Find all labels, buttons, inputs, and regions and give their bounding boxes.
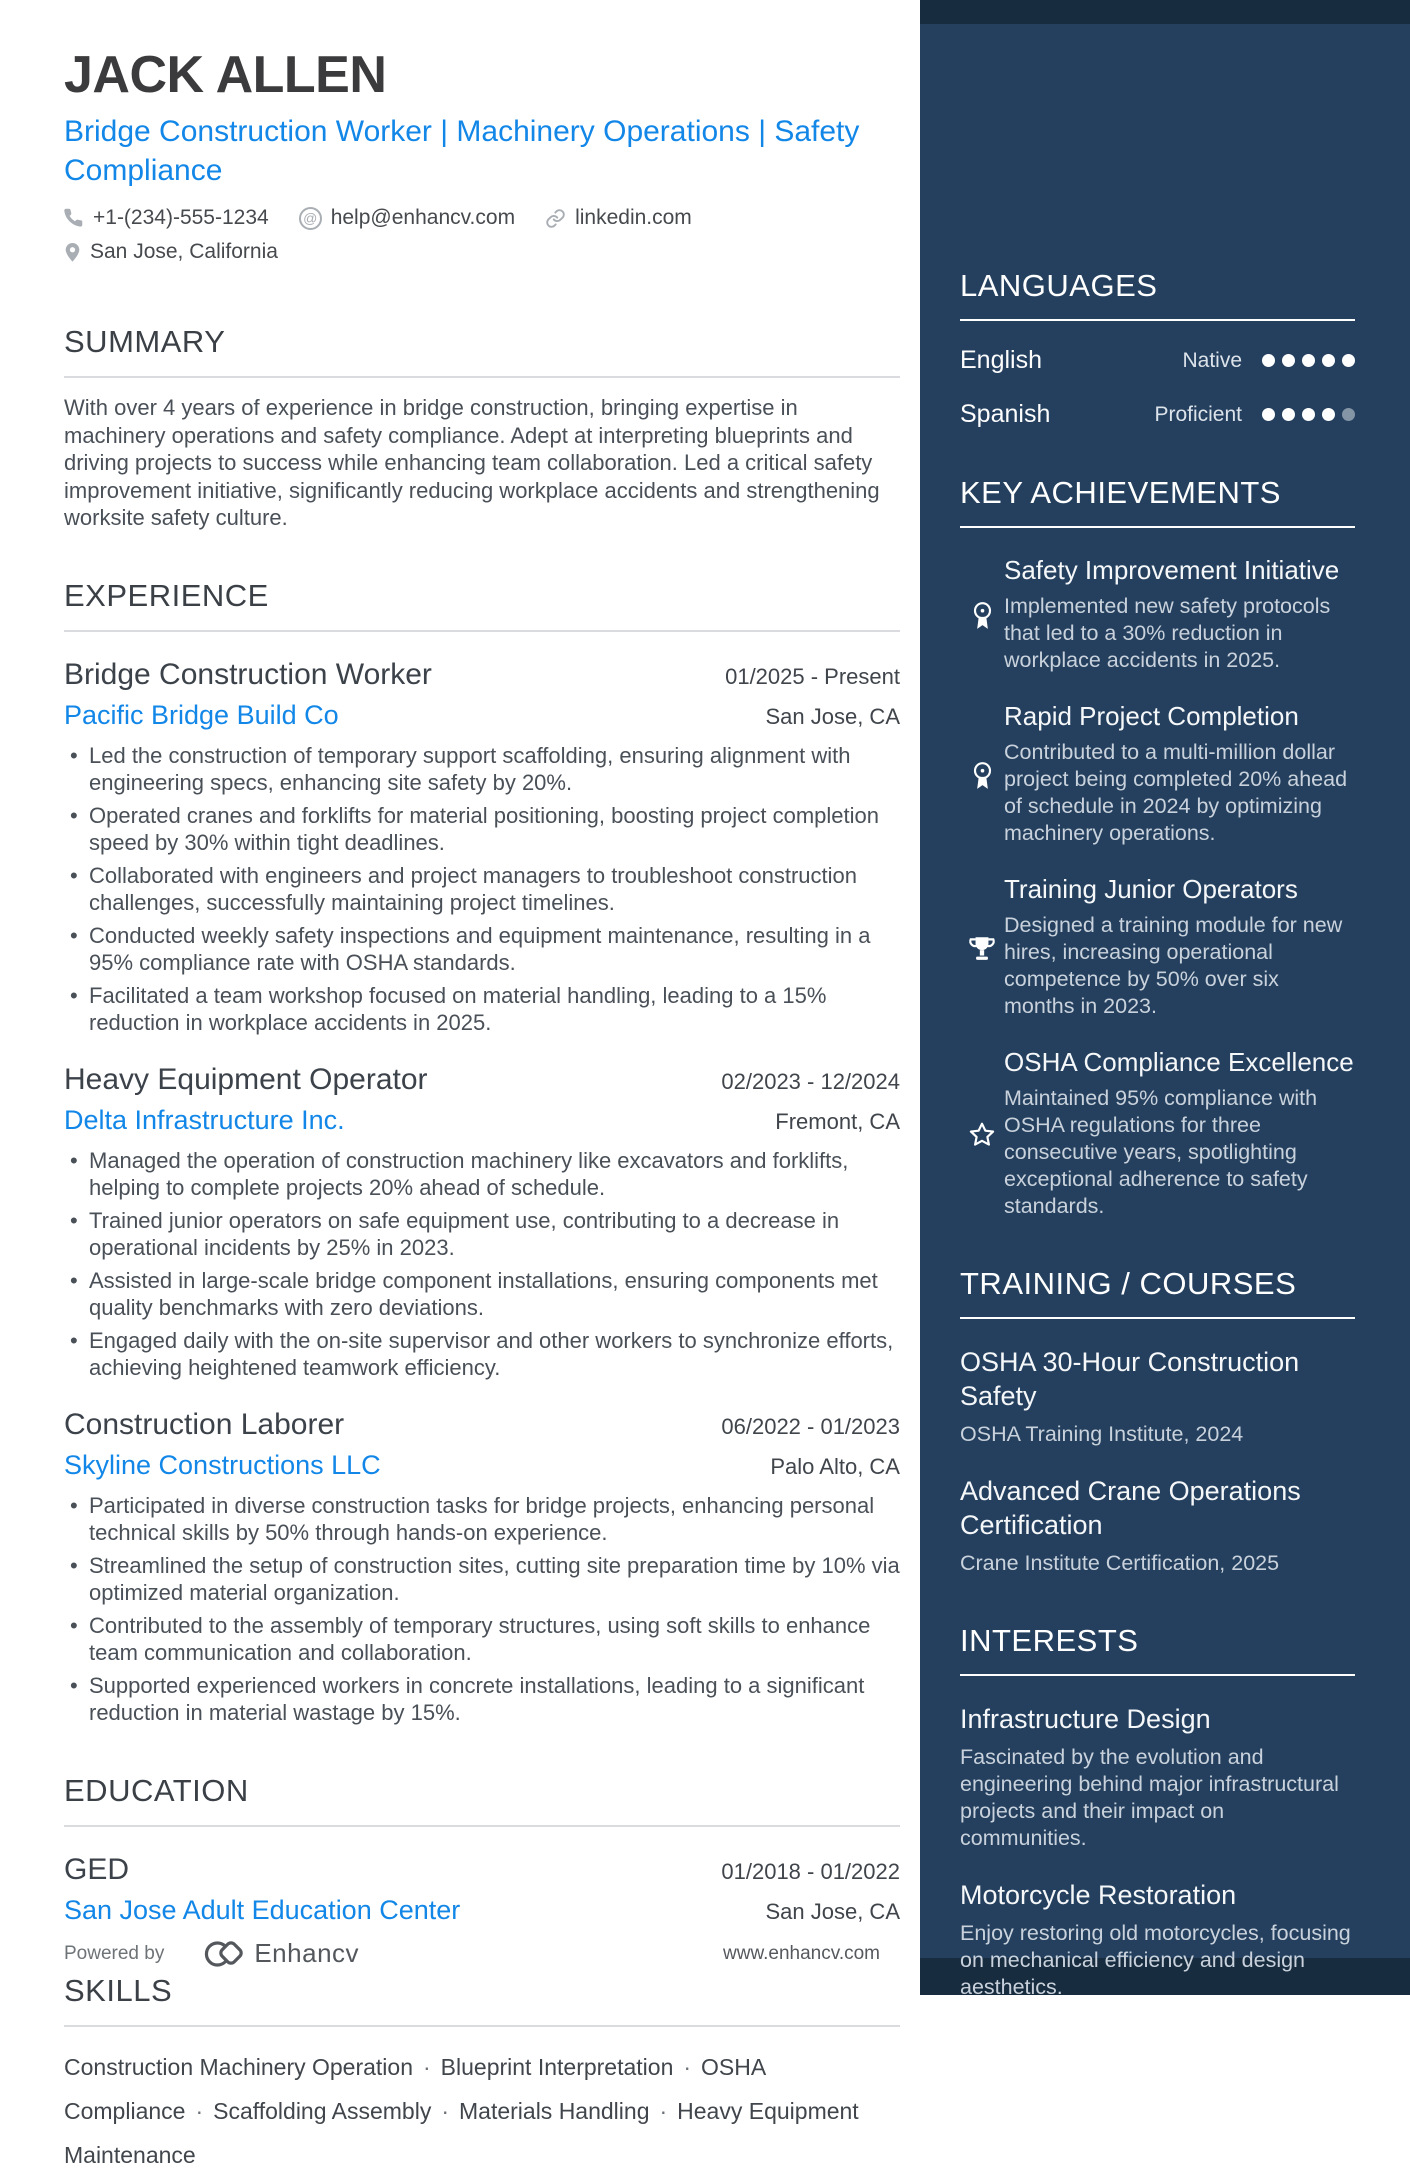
bullet-item: • Participated in diverse construction tasks for bridge projects, enhancing personal technical skills by 50% through hands-on experience. — [64, 1492, 900, 1547]
training-section — [960, 1266, 1355, 1577]
language-name: Spanish — [960, 400, 1051, 428]
skill-separator: · — [195, 2097, 204, 2124]
experience-entry — [64, 1406, 900, 1727]
experience-section — [64, 578, 900, 1727]
achievements-section — [960, 475, 1355, 1220]
language-name: English — [960, 346, 1042, 374]
degree-name: GED — [64, 1852, 130, 1886]
powered-by-label: Powered by — [64, 1942, 165, 1964]
course-item — [960, 1345, 1355, 1448]
language-level: Proficient — [1154, 402, 1242, 426]
page-footer — [64, 1938, 880, 1969]
achievement-title: Rapid Project Completion — [1004, 701, 1299, 731]
bullet-item: • Engaged daily with the on-site supervisor and other workers to synchronize efforts, achieving heightened teamwork efficiency. — [64, 1327, 900, 1382]
interest-title: Infrastructure Design — [960, 1704, 1211, 1734]
email-contact[interactable] — [299, 206, 515, 230]
resume-main — [64, 0, 900, 2177]
course-provider: Crane Institute Certification, 2025 — [960, 1551, 1280, 1575]
job-title: Bridge Construction Worker — [64, 657, 432, 691]
company-name: Pacific Bridge Build Co — [64, 699, 339, 730]
job-location: Palo Alto, CA — [770, 1453, 900, 1479]
education-location: San Jose, CA — [765, 1898, 900, 1924]
language-level: Native — [1182, 348, 1242, 372]
experience-entry — [64, 656, 900, 1037]
bullet-item: • Conducted weekly safety inspections and equipment maintenance, resulting in a 95% compliance rate with OSHA standards. — [64, 922, 900, 977]
education-section — [64, 1773, 900, 1927]
interests-heading: INTERESTS — [960, 1623, 1355, 1676]
medal-icon — [960, 700, 1004, 847]
achievements-heading: KEY ACHIEVEMENTS — [960, 475, 1355, 528]
email-address: help@enhancv.com — [330, 206, 516, 229]
location-contact — [64, 240, 278, 264]
company-name: Skyline Constructions LLC — [64, 1449, 381, 1480]
achievement-description: Implemented new safety protocols that led to a 30% reduction in workplace accidents in 2025. — [1004, 594, 1331, 672]
job-bullets — [64, 1147, 900, 1382]
education-entry — [64, 1851, 900, 1927]
bullet-item: • Trained junior operators on safe equipment use, contributing to a decrease in operational incidents by 25% in 2023. — [64, 1207, 900, 1262]
achievement-item — [960, 700, 1355, 847]
language-level-dots — [1262, 408, 1355, 421]
interests-section — [960, 1623, 1355, 2001]
course-title: OSHA 30-Hour Construction Safety — [960, 1347, 1300, 1411]
bullet-item: • Streamlined the setup of construction sites, cutting site preparation time by 10% via optimized material organization. — [64, 1552, 900, 1607]
linkedin-url: linkedin.com — [575, 206, 692, 229]
achievement-description: Maintained 95% compliance with OSHA regulations for three consecutive years, spotlighting exceptional adherence to safety standards. — [1004, 1086, 1318, 1218]
job-bullets — [64, 742, 900, 1037]
at-icon: @ — [299, 207, 322, 230]
location-icon — [64, 242, 81, 263]
skills-heading: SKILLS — [64, 1973, 900, 2027]
resume-header — [64, 46, 900, 264]
bullet-item: • Led the construction of temporary support scaffolding, ensuring alignment with engineering specs, enhancing site safety by 20%. — [64, 742, 900, 797]
skill-item: Scaffolding Assembly — [213, 2097, 432, 2124]
summary-heading: SUMMARY — [64, 324, 900, 378]
skill-item: Materials Handling — [459, 2097, 650, 2124]
footer-url[interactable]: www.enhancv.com — [723, 1942, 880, 1964]
skill-item: Heavy Equipment Maintenance — [64, 2097, 859, 2168]
language-row — [960, 346, 1355, 375]
achievement-title: OSHA Compliance Excellence — [1004, 1047, 1354, 1077]
medal-icon — [960, 554, 1004, 674]
job-title: Heavy Equipment Operator — [64, 1062, 428, 1096]
job-dates: 06/2022 - 01/2023 — [721, 1413, 900, 1439]
achievement-title: Training Junior Operators — [1004, 874, 1298, 904]
skill-item: Construction Machinery Operation — [64, 2053, 413, 2080]
skill-item: OSHA Compliance — [64, 2053, 765, 2124]
language-row — [960, 400, 1355, 429]
sidebar — [920, 0, 1410, 1999]
company-name: Delta Infrastructure Inc. — [64, 1104, 345, 1135]
job-bullets — [64, 1492, 900, 1727]
school-name: San Jose Adult Education Center — [64, 1894, 461, 1925]
contact-info — [64, 206, 900, 264]
interest-description: Fascinated by the evolution and engineering behind major infrastructural projects and their impact on communities. — [960, 1745, 1339, 1850]
bullet-item: • Managed the operation of construction machinery like excavators and forklifts, helping to complete projects 20% ahead of schedule. — [64, 1147, 900, 1202]
achievement-description: Contributed to a multi-million dollar project being completed 20% ahead of schedule in 2024 by optimizing machinery operations. — [1004, 740, 1348, 845]
skill-separator: · — [423, 2053, 431, 2080]
skill-separator: · — [441, 2097, 449, 2124]
skill-item: Blueprint Interpretation — [440, 2053, 674, 2080]
interest-title: Motorcycle Restoration — [960, 1880, 1237, 1910]
bullet-item: • Collaborated with engineers and project managers to troubleshoot construction challenges, successfully maintaining project timelines. — [64, 862, 900, 917]
phone-icon — [64, 208, 84, 228]
interest-item — [960, 1878, 1355, 2001]
summary-text: With over 4 years of experience in bridge construction, bringing expertise in machinery operations and safety compliance. Adept at interpreting blueprints and driving projects to success while enhancing team collaboration. Led a critical safety improvement initiative, significantly reducing workplace accidents and strengthening worksite safety culture. — [64, 395, 880, 530]
skills-list — [64, 2045, 900, 2177]
linkedin-contact[interactable] — [545, 206, 692, 230]
job-title: Construction Laborer — [64, 1407, 345, 1441]
skills-section — [64, 1973, 900, 2177]
achievement-title: Safety Improvement Initiative — [1004, 555, 1340, 585]
brand-name[interactable]: Enhancv — [254, 1938, 360, 1968]
candidate-name: JACK ALLEN — [64, 46, 387, 104]
phone-number: +1-(234)-555-1234 — [93, 206, 269, 229]
achievement-item — [960, 873, 1355, 1020]
phone-contact[interactable] — [64, 206, 269, 230]
course-item — [960, 1474, 1355, 1577]
course-title: Advanced Crane Operations Certification — [960, 1476, 1301, 1540]
skill-separator: · — [659, 2097, 668, 2124]
job-location: Fremont, CA — [775, 1108, 900, 1134]
enhancv-logo[interactable] — [192, 1939, 244, 1969]
star-icon — [960, 1046, 1004, 1220]
bullet-item: • Contributed to the assembly of temporary structures, using soft skills to enhance team communication and collaboration. — [64, 1612, 900, 1667]
bullet-item: • Facilitated a team workshop focused on material handling, leading to a 15% reduction in workplace accidents in 2025. — [64, 982, 900, 1037]
languages-section — [960, 268, 1355, 429]
candidate-headline: Bridge Construction Worker | Machinery Operations | Safety Compliance — [64, 115, 860, 187]
location-text: San Jose, California — [90, 240, 278, 263]
trophy-icon — [960, 873, 1004, 1020]
education-heading: EDUCATION — [64, 1773, 900, 1827]
education-dates: 01/2018 - 01/2022 — [721, 1858, 900, 1884]
achievement-description: Designed a training module for new hires, increasing operational competence by 50% over six months in 2023. — [1004, 913, 1343, 1018]
achievement-item — [960, 554, 1355, 674]
training-heading: TRAINING / COURSES — [960, 1266, 1355, 1319]
job-dates: 02/2023 - 12/2024 — [721, 1068, 900, 1094]
experience-entry — [64, 1061, 900, 1382]
job-location: San Jose, CA — [765, 703, 900, 729]
achievement-item — [960, 1046, 1355, 1220]
summary-section — [64, 324, 900, 532]
bullet-item: • Supported experienced workers in concrete installations, leading to a significant reduction in material wastage by 15%. — [64, 1672, 900, 1727]
languages-heading: LANGUAGES — [960, 268, 1355, 321]
link-icon — [545, 208, 566, 229]
interest-description: Enjoy restoring old motorcycles, focusing on mechanical efficiency and design aesthetics. — [960, 1921, 1351, 1999]
job-dates: 01/2025 - Present — [725, 663, 900, 689]
bullet-item: • Assisted in large-scale bridge component installations, ensuring components met quality benchmarks with zero deviations. — [64, 1267, 900, 1322]
skill-separator: · — [683, 2053, 692, 2080]
language-level-dots — [1262, 354, 1355, 367]
experience-heading: EXPERIENCE — [64, 578, 900, 632]
bullet-item: • Operated cranes and forklifts for material positioning, boosting project completion speed by 30% within tight deadlines. — [64, 802, 900, 857]
course-provider: OSHA Training Institute, 2024 — [960, 1422, 1244, 1446]
interest-item — [960, 1702, 1355, 1852]
